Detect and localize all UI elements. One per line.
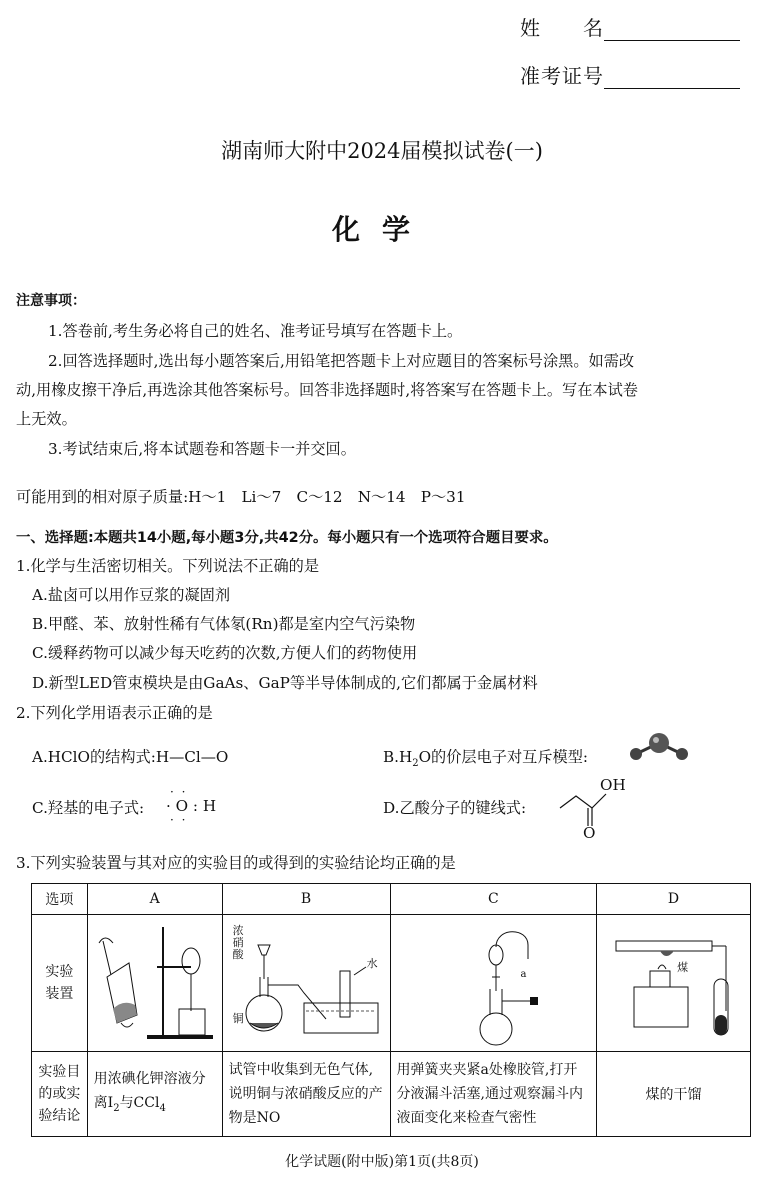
notice-item-2-line-1: 2.回答选择题时,选出每小题答案后,用铅笔把答题卡上对应题目的答案标号涂黑。如需改 <box>48 352 635 370</box>
q3-apparatus-row <box>32 915 751 1052</box>
q3-head-option: 选项 <box>32 884 88 915</box>
q2-b-sub: 2 <box>412 758 419 770</box>
q3-head-d: D <box>597 884 751 915</box>
notice-item-2-line-3: 上无效。 <box>16 410 77 428</box>
notice-item-2-line-2: 动,用橡皮擦干净后,再选涂其他答案标号。回答非选择题时,将答案写在答题卡上。写在本试卷 <box>16 381 638 399</box>
conclusion-a: 用浓碘化钾溶液分离$I_2$与CCl$_4$ <box>87 1052 222 1137</box>
name-label: 姓 名 <box>520 16 604 40</box>
name-blank[interactable] <box>604 18 740 41</box>
label-conc-nitric-acid: 浓 硝 酸 <box>232 924 244 961</box>
subject-title: 化学 <box>331 213 432 246</box>
q3-head-a: A <box>87 884 222 915</box>
label-a: a <box>520 969 527 980</box>
conclusion-d: 煤的干馏 <box>597 1052 751 1137</box>
hydroxyl-dots-top: · · <box>170 785 188 799</box>
q2-b-pre: B.H <box>383 748 413 766</box>
q2-option-d: D.乙酸分子的键线式: <box>383 799 527 817</box>
exam-id-field <box>520 60 740 89</box>
q2-option-a: A.HClO的结构式:H—Cl—O <box>32 748 229 766</box>
coal-distillation-setup-icon <box>604 919 744 1047</box>
q1-option-b: B.甲醛、苯、放射性稀有气体氡(Rn)都是室内空气污染物 <box>32 615 416 633</box>
hydroxyl-formula: · O : H <box>166 797 217 815</box>
conclusion-label: 实验目 的或实 验结论 <box>32 1052 88 1137</box>
label-water: 水 <box>366 957 378 970</box>
exam-id-label: 准考证号 <box>520 64 604 88</box>
hydroxyl-dots-bottom: · · <box>170 813 188 827</box>
q2-stem: 2.下列化学用语表示正确的是 <box>16 704 213 722</box>
acetic-acid-oh: OH <box>600 776 626 794</box>
apparatus-b <box>222 915 390 1052</box>
q3-head-c: C <box>390 884 597 915</box>
acetic-acid-o: O <box>583 824 596 842</box>
airtightness-check-setup-icon <box>418 919 568 1047</box>
conclusion-c: 用弹簧夹夹紧a处橡胶管,打开分液漏斗活塞,通过观察漏斗内液面变化来检查气密性 <box>390 1052 597 1137</box>
q3-conclusion-row <box>32 1052 751 1137</box>
q3-table <box>31 883 751 1137</box>
separatory-funnel-setup-icon <box>91 919 219 1047</box>
label-copper: 铜 <box>232 1012 244 1025</box>
section-1-heading: 一、选择题:本题共14小题,每小题3分,共42分。每小题只有一个选项符合题目要求。 <box>16 530 558 546</box>
apparatus-a <box>87 915 222 1052</box>
q2-option-b <box>383 746 588 769</box>
name-field <box>520 12 740 41</box>
q1-option-c: C.缓释药物可以减少每天吃药的次数,方便人们的药物使用 <box>32 644 418 662</box>
q1-option-a: A.盐卤可以用作豆浆的凝固剂 <box>32 586 231 604</box>
q3-head-b: B <box>222 884 390 915</box>
notice-heading: 注意事项： <box>16 293 86 309</box>
q1-option-d: D.新型LED管束模块是由GaAs、GaP等半导体制成的,它们都属于金属材料 <box>32 674 538 692</box>
conclusion-b: 试管中收集到无色气体,说明铜与浓硝酸反应的产物是NO <box>222 1052 390 1137</box>
q1-stem: 1.化学与生活密切相关。下列说法不正确的是 <box>16 557 320 575</box>
label-coal: 煤 <box>677 961 689 974</box>
notice-item-3: 3.考试结束后,将本试题卷和答题卡一并交回。 <box>48 440 356 458</box>
page-footer: 化学试题(附中版)第1页(共8页) <box>285 1154 479 1170</box>
atomic-masses: 可能用到的相对原子质量:H～1 Li～7 C～12 N～14 P～31 <box>16 488 466 506</box>
vsepr-model-icon <box>626 732 694 766</box>
q3-stem: 3.下列实验装置与其对应的实验目的或得到的实验结论均正确的是 <box>16 854 456 872</box>
apparatus-label: 实验 装置 <box>32 915 88 1052</box>
notice-item-1: 1.答卷前,考生务必将自己的姓名、准考证号填写在答题卡上。 <box>48 322 463 340</box>
q2-option-c: C.羟基的电子式: <box>32 799 145 817</box>
exam-id-blank[interactable] <box>604 66 740 89</box>
q3-header-row <box>32 884 751 915</box>
exam-title: 湖南师大附中2024届模拟试卷(一) <box>221 139 543 163</box>
copper-nitric-acid-setup-icon <box>226 919 386 1047</box>
q2-b-post: O的价层电子对互斥模型: <box>418 748 589 766</box>
apparatus-d <box>597 915 751 1052</box>
apparatus-c <box>390 915 597 1052</box>
